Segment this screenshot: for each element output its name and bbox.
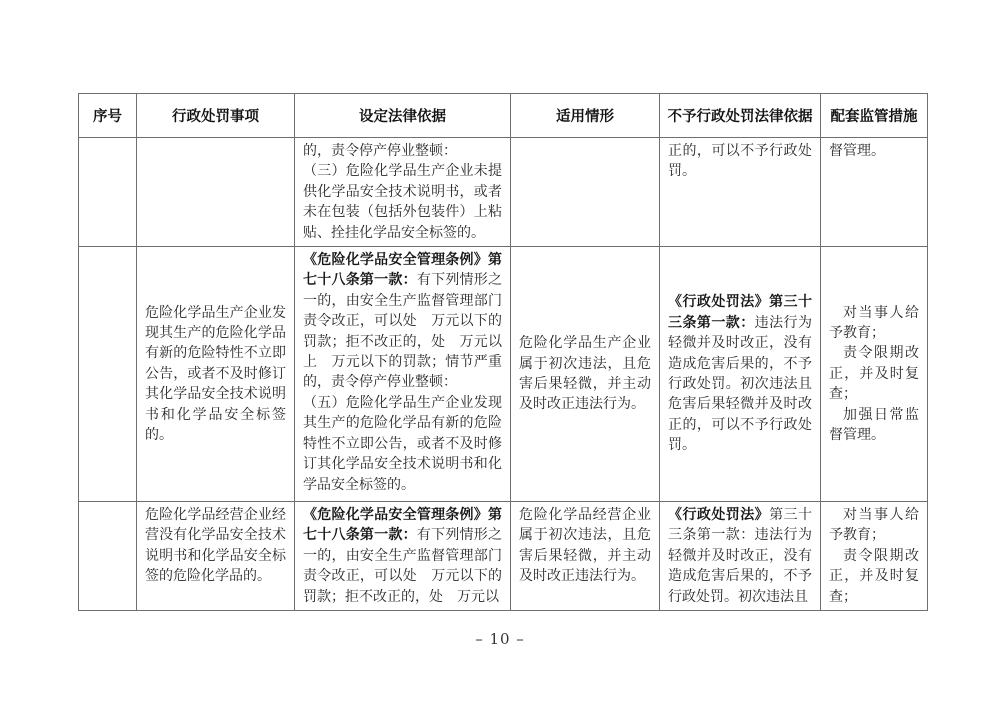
cell-legal-basis <box>295 138 511 247</box>
cell-legal-basis <box>295 247 511 502</box>
table-row <box>79 247 928 502</box>
cell-scenario: 危险化学品生产企业属于初次违法，且危害后果轻微，并主动及时改正违法行为。 <box>511 247 660 502</box>
cell-seq <box>79 502 137 611</box>
law-body-text: 违法行为轻微并及时改正，没有造成危害后果的，不予行政处罚。初次违法且危害后果轻微并及时改正的，可以不予行政处罚。 <box>668 314 813 454</box>
no-penalty-continued-text: 正的，可以不予行政处罚。 <box>668 143 812 180</box>
header-legal-basis: 设定法律依据 <box>295 94 511 138</box>
law-title-bold: 《危险化学品安全管理条例》第七十八条第一款： <box>303 252 502 289</box>
law-title-bold: 《行政处罚法》 <box>668 507 770 524</box>
law-title-bold: 《行政处罚法》第三十三条第一款： <box>668 294 812 331</box>
penalty-table <box>78 93 928 611</box>
header-seq: 序号 <box>79 94 137 138</box>
cell-measures <box>821 502 928 611</box>
measure-item: 责令限期改正，并及时复查； <box>829 345 919 403</box>
cell-item: 危险化学品经营企业经营没有化学品安全技术说明书和化学品安全标签的危险化学品的。 <box>137 502 295 611</box>
law-title-bold: 《危险化学品安全管理条例》第七十八条第一款： <box>303 507 502 544</box>
cell-seq <box>79 138 137 247</box>
page-number: – 10 – <box>475 630 525 648</box>
cell-seq <box>79 247 137 502</box>
table-row <box>79 502 928 611</box>
no-penalty-paragraph <box>668 292 812 455</box>
header-scenario: 适用情形 <box>511 94 660 138</box>
law-body-text: 第三十三条第一款：违法行为轻微并及时改正，没有造成危害后果的，不予行政处罚。初次违法且 <box>668 507 813 605</box>
legal-basis-clause-text: （三）危险化学品生产企业未提供化学品安全技术说明书，或者未在包装（包括外包装件）上粘贴、拴挂化学品安全标签的。 <box>303 163 502 241</box>
cell-scenario: 危险化学品经营企业属于初次违法，且危害后果轻微，并主动及时改正违法行为。 <box>511 502 660 611</box>
measure-item: 对当事人给予教育； <box>829 304 919 342</box>
law-body-text: 有下列情形之一的，由安全生产监督管理部门责令改正，可以处 万元以下的罚款；拒不改正的，处 万元以上 万元以下的罚款；情节严重的，责令停产停业整顿： <box>303 272 503 391</box>
header-measures: 配套监管措施 <box>821 94 928 138</box>
legal-basis-paragraph <box>303 250 502 393</box>
table-row <box>79 138 928 247</box>
cell-item <box>137 138 295 247</box>
legal-basis-paragraph <box>303 505 502 607</box>
header-no-penalty-basis: 不予行政处罚法律依据 <box>660 94 821 138</box>
header-item: 行政处罚事项 <box>137 94 295 138</box>
measure-continued-text: 督管理。 <box>829 143 885 159</box>
cell-measures <box>821 247 928 502</box>
cell-no-penalty-basis <box>660 247 821 502</box>
table-header-row <box>79 94 928 138</box>
measure-item: 责令限期改正，并及时复查； <box>829 547 919 605</box>
cell-scenario <box>511 138 660 247</box>
measure-item: 加强日常监督管理。 <box>829 406 919 444</box>
no-penalty-paragraph <box>668 505 812 607</box>
cell-no-penalty-basis <box>660 138 821 247</box>
cell-no-penalty-basis <box>660 502 821 611</box>
cell-item: 危险化学品生产企业发现其生产的危险化学品有新的危险特性不立即公告，或者不及时修订其化学品安全技术说明书和化学品安全标签的。 <box>137 247 295 502</box>
legal-basis-continued-text: 的，责令停产停业整顿： <box>303 143 457 159</box>
cell-legal-basis <box>295 502 511 611</box>
legal-basis-clause-text: （五）危险化学品生产企业发现其生产的危险化学品有新的危险特性不立即公告，或者不及时修订其化学品安全技术说明书和化学品安全标签的。 <box>303 394 502 493</box>
measure-item: 对当事人给予教育； <box>829 507 919 544</box>
cell-measures <box>821 138 928 247</box>
law-body-text: 有下列情形之一的，由安全生产监督管理部门责令改正，可以处 万元以下的罚款；拒不改正的，处 万元以 <box>303 527 503 605</box>
